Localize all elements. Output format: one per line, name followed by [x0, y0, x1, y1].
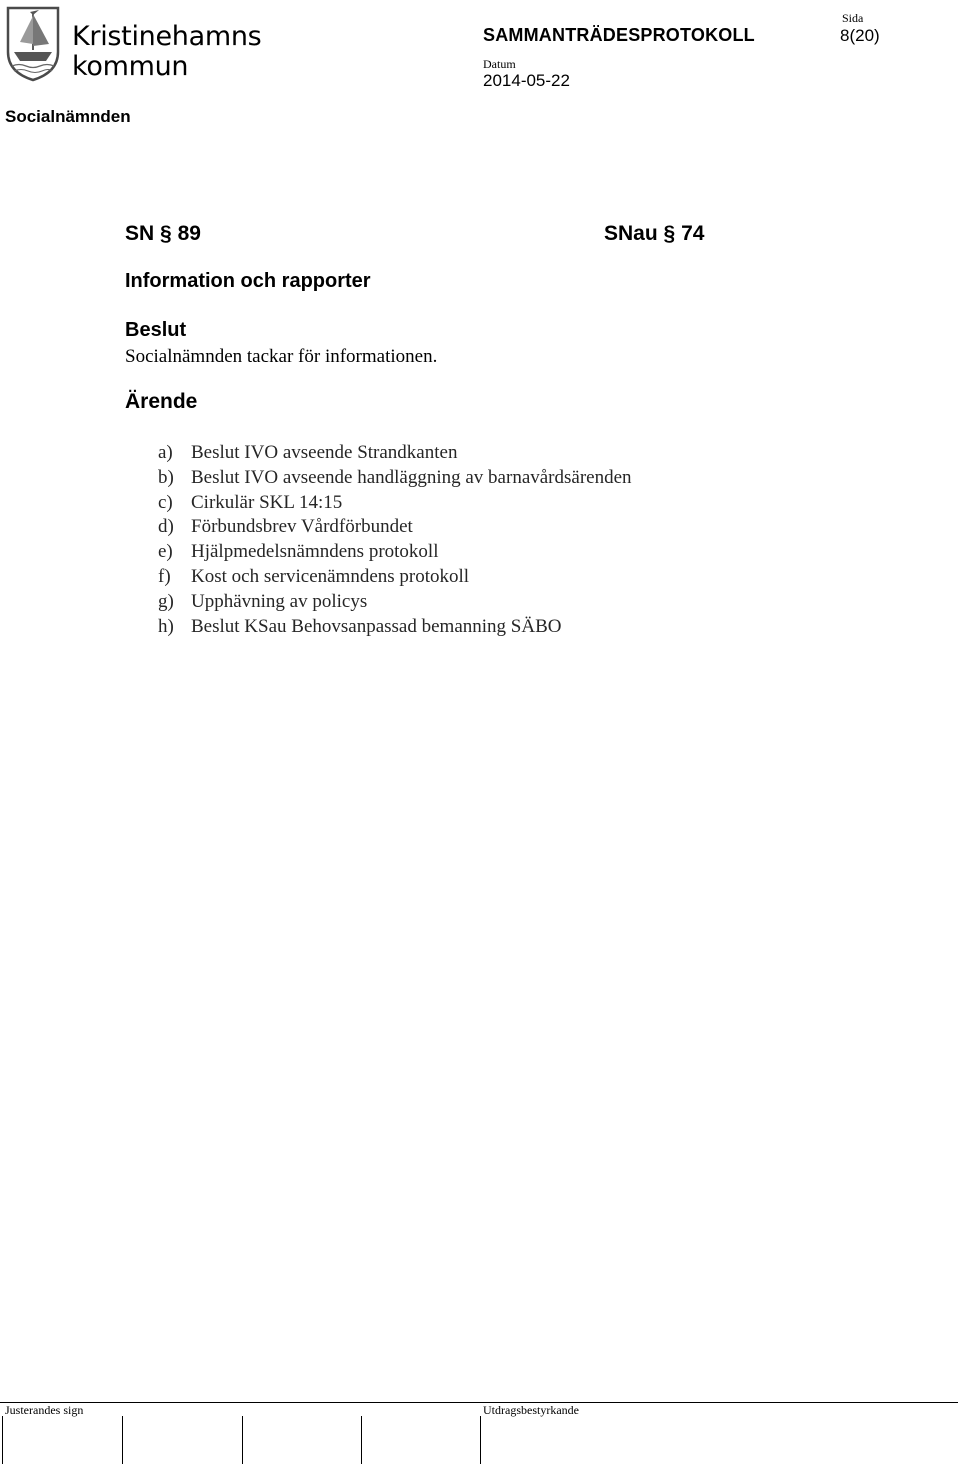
list-item-letter: f)	[158, 565, 171, 587]
sn-number: 89	[177, 222, 201, 245]
committee-name: Socialnämnden	[5, 107, 131, 126]
signature-box-divider	[361, 1416, 362, 1464]
list-item	[158, 540, 632, 565]
signature-box-divider	[122, 1416, 123, 1464]
list-item-letter: h)	[158, 615, 174, 637]
list-item	[158, 565, 632, 590]
organization-name-line1: Kristinehamns	[72, 21, 262, 52]
list-item-text: Beslut KSau Behovsanpassad bemanning SÄBO	[191, 615, 562, 637]
signature-box-divider	[242, 1416, 243, 1464]
extract-certification-label: Utdragsbestyrkande	[483, 1403, 579, 1417]
list-item-letter: g)	[158, 590, 174, 612]
list-item	[158, 441, 632, 466]
matter-heading: Ärende	[125, 390, 198, 413]
section-snau-number	[604, 222, 704, 246]
list-item	[158, 466, 632, 491]
protocol-title: SAMMANTRÄDESPROTOKOLL	[483, 25, 755, 45]
section-title: Information och rapporter	[125, 270, 371, 292]
list-item-text: Förbundsbrev Vårdförbundet	[191, 516, 413, 538]
list-item-text: Beslut IVO avseende handläggning av barnavårdsärenden	[191, 466, 632, 488]
list-item-text: Cirkulär SKL 14:15	[191, 491, 343, 513]
list-item-letter: d)	[158, 516, 174, 538]
list-item	[158, 590, 632, 615]
list-item	[158, 491, 632, 516]
list-item-letter: c)	[158, 491, 173, 513]
date-value: 2014-05-22	[483, 71, 570, 90]
section-sn-number	[125, 222, 201, 246]
list-item-letter: e)	[158, 541, 173, 563]
list-item-letter: b)	[158, 466, 174, 488]
sn-prefix: SN	[125, 222, 155, 245]
signature-box-divider	[480, 1416, 481, 1464]
signature-box-divider	[2, 1416, 3, 1464]
page-number: 8(20)	[840, 26, 880, 45]
list-item-letter: a)	[158, 442, 173, 463]
paragraph-symbol: §	[160, 222, 172, 245]
matter-items-list	[158, 441, 632, 639]
decision-text: Socialnämnden tackar för informationen.	[125, 346, 438, 367]
signature-label: Justerandes sign	[5, 1403, 84, 1417]
organization-name	[72, 22, 261, 82]
ship-coat-of-arms-icon	[6, 6, 60, 82]
snau-number: 74	[681, 222, 705, 245]
list-item	[158, 515, 632, 540]
organization-name-line2: kommun	[72, 51, 189, 82]
paragraph-symbol: §	[663, 222, 676, 245]
list-item-text: Upphävning av policys	[191, 590, 368, 612]
list-item	[158, 615, 632, 640]
footer-divider	[0, 1402, 958, 1403]
list-item-text: Hjälpmedelsnämndens protokoll	[191, 541, 439, 563]
page-label: Sida	[842, 11, 864, 25]
decision-heading: Beslut	[125, 319, 187, 341]
list-item-text: Beslut IVO avseende Strandkanten	[191, 442, 458, 463]
snau-prefix: SNau	[604, 222, 658, 245]
list-item-text: Kost och servicenämndens protokoll	[191, 565, 470, 587]
date-label: Datum	[483, 57, 516, 71]
